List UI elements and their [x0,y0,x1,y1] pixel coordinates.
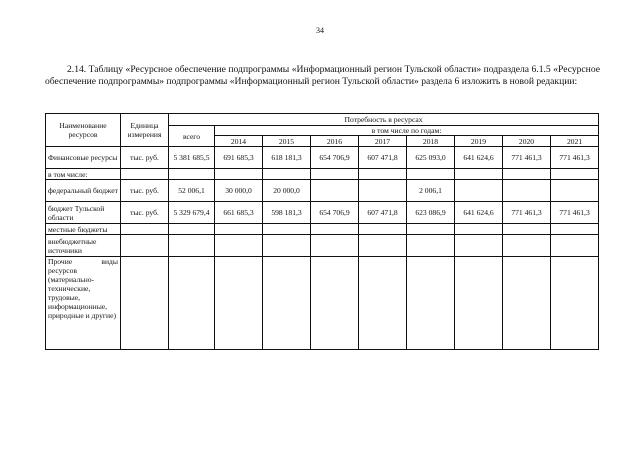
row-year-value: 598 181,3 [263,202,311,224]
row-year-value: 625 093,0 [407,147,455,169]
row-year-value [263,224,311,235]
header-total: всего [169,126,215,147]
row-year-value [215,235,263,257]
row-year-value: 771 461,3 [551,202,599,224]
row-year-value [407,224,455,235]
header-year: 2020 [503,136,551,147]
row-name: федеральный бюджет [46,180,121,202]
row-unit: тыс. руб. [121,202,169,224]
row-year-value [359,224,407,235]
header-year: 2015 [263,136,311,147]
row-year-value: 20 000,0 [263,180,311,202]
row-total [169,257,215,350]
row-year-value [551,180,599,202]
table-row [46,147,599,169]
table-row [46,224,599,235]
resource-table [45,113,599,350]
page-number: 34 [316,26,324,35]
row-total: 5 329 679,4 [169,202,215,224]
row-year-value [551,235,599,257]
row-unit [121,224,169,235]
header-year: 2014 [215,136,263,147]
row-year-value [503,180,551,202]
row-name: в том числе: [46,169,121,180]
row-year-value: 641 624,6 [455,202,503,224]
row-year-value: 691 685,3 [215,147,263,169]
row-year-value [551,257,599,350]
row-unit [121,235,169,257]
header-by-years: в том числе по годам: [215,126,599,136]
table-row [46,202,599,224]
row-year-value [455,235,503,257]
row-year-value: 771 461,3 [551,147,599,169]
row-name: местные бюджеты [46,224,121,235]
intro-paragraph: 2.14. Таблицу «Ресурсное обеспечение подпрограммы «Информационный регион Тульской области» подраздела 6.1.5 «Ресурсное обеспечение подпрограммы» подпрограммы «Информационный регион Тульской области» раздела 6 изложить в новой редакции: [45,64,600,88]
row-year-value [359,235,407,257]
header-year: 2021 [551,136,599,147]
row-year-value [215,169,263,180]
row-year-value: 607 471,8 [359,147,407,169]
row-year-value [359,169,407,180]
row-year-value [503,235,551,257]
row-year-value [407,235,455,257]
table-row [46,235,599,257]
row-year-value [359,257,407,350]
row-year-value [311,257,359,350]
row-total [169,169,215,180]
row-year-value [455,180,503,202]
row-name: Прочие виды ресурсов (материально-технические, трудовые, информационные, природные и другие) [46,257,121,350]
table-row [46,169,599,180]
row-year-value [455,257,503,350]
row-year-value: 771 461,3 [503,147,551,169]
row-year-value: 30 000,0 [215,180,263,202]
header-year: 2017 [359,136,407,147]
header-name: Наименование ресурсов [46,114,121,147]
row-year-value [551,169,599,180]
header-unit: Единица измерения [121,114,169,147]
row-unit: тыс. руб. [121,180,169,202]
header-year: 2018 [407,136,455,147]
row-unit [121,257,169,350]
row-year-value [311,224,359,235]
row-year-value [407,257,455,350]
row-total [169,235,215,257]
row-year-value [359,180,407,202]
row-year-value [455,224,503,235]
row-year-value: 618 181,3 [263,147,311,169]
row-year-value [503,224,551,235]
row-name: Финансовые ресурсы [46,147,121,169]
header-year: 2019 [455,136,503,147]
table-body [46,147,599,350]
row-unit: тыс. руб. [121,147,169,169]
row-year-value [311,235,359,257]
row-name: бюджет Тульской области [46,202,121,224]
row-total: 52 006,1 [169,180,215,202]
table-row [46,257,599,350]
row-year-value [311,169,359,180]
row-year-value [311,180,359,202]
row-year-value [263,169,311,180]
row-year-value: 2 006,1 [407,180,455,202]
row-total [169,224,215,235]
row-year-value: 623 086,9 [407,202,455,224]
header-need: Потребность в ресурсах [169,114,599,126]
row-name: внебюджетные источники [46,235,121,257]
table-row [46,180,599,202]
header-year: 2016 [311,136,359,147]
row-year-value [263,257,311,350]
row-year-value: 641 624,6 [455,147,503,169]
row-year-value: 661 685,3 [215,202,263,224]
row-unit [121,169,169,180]
row-year-value: 654 706,9 [311,202,359,224]
row-year-value: 607 471,8 [359,202,407,224]
row-year-value [503,257,551,350]
row-year-value [407,169,455,180]
row-total: 5 381 685,5 [169,147,215,169]
row-year-value [215,224,263,235]
row-year-value: 654 706,9 [311,147,359,169]
row-year-value [551,224,599,235]
row-year-value: 771 461,3 [503,202,551,224]
row-year-value [455,169,503,180]
row-year-value [503,169,551,180]
row-year-value [215,257,263,350]
row-year-value [263,235,311,257]
